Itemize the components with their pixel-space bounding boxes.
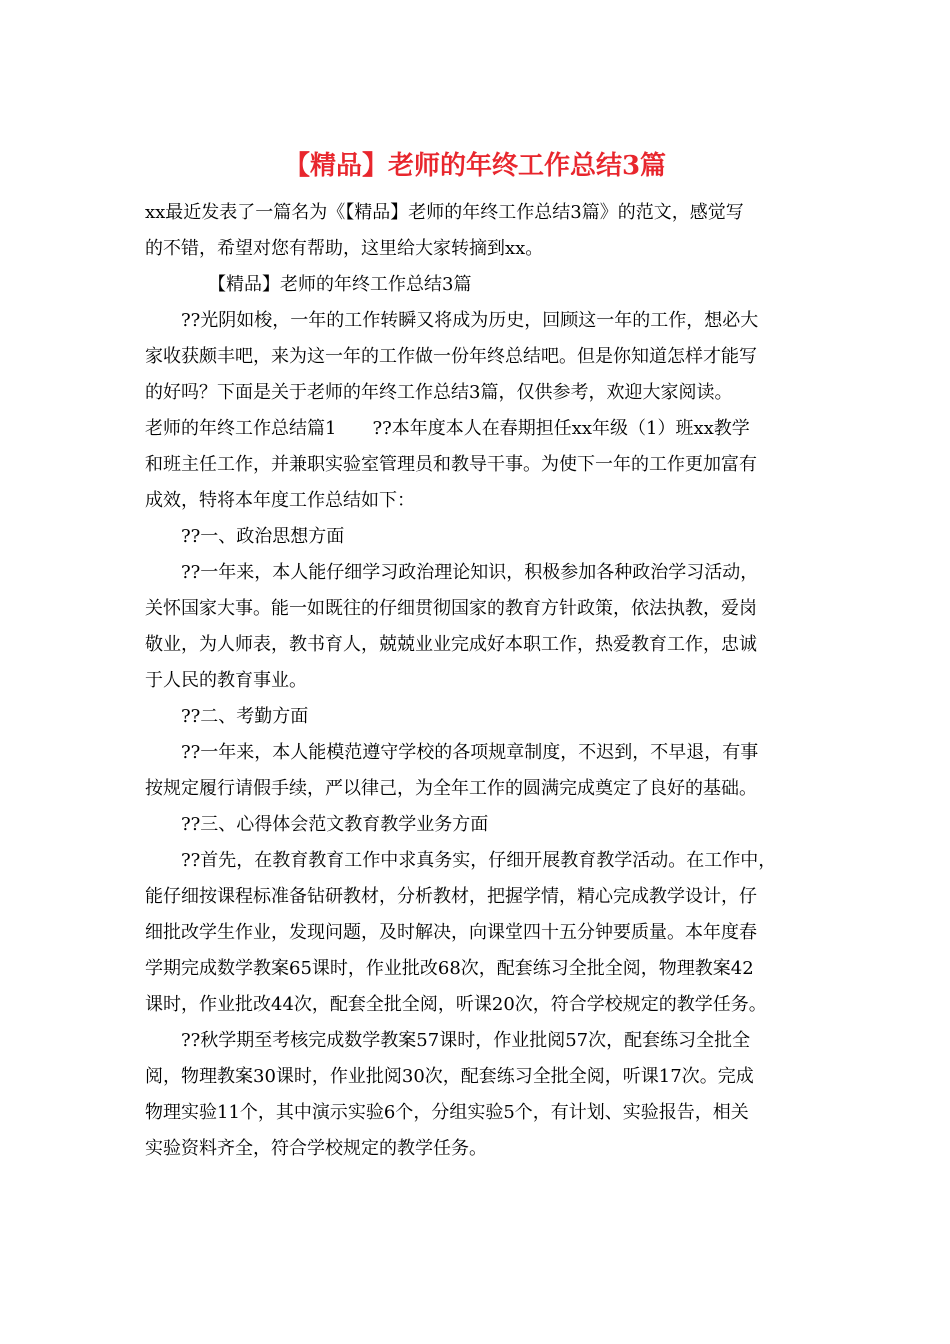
body-line: 老师的年终工作总结篇1 ??本年度本人在春期担任xx年级（1）班xx教学 — [145, 418, 750, 439]
body-line: xx最近发表了一篇名为《【精品】老师的年终工作总结3篇》的范文，感觉写 — [145, 202, 744, 223]
body-line: 学期完成数学教案65课时，作业批改68次，配套练习全批全阅，物理教案42 — [145, 958, 754, 979]
body-line: ??秋学期至考核完成数学教案57课时，作业批阅57次，配套练习全批全 — [145, 1030, 751, 1051]
body-line: ??一年来，本人能模范遵守学校的各项规章制度，不迟到，不早退，有事 — [145, 742, 759, 763]
body-line: 细批改学生作业，发现问题，及时解决，向课堂四十五分钟要质量。本年度春 — [145, 922, 757, 943]
body-line: 的好吗？下面是关于老师的年终工作总结3篇，仅供参考，欢迎大家阅读。 — [145, 382, 733, 403]
body-line: ??一年来，本人能仔细学习政治理论知识，积极参加各种政治学习活动， — [145, 562, 759, 583]
body-line: 按规定履行请假手续，严以律己，为全年工作的圆满完成奠定了良好的基础。 — [145, 778, 757, 799]
section-heading: ??二、考勤方面 — [145, 706, 309, 727]
body-line: ??光阴如梭，一年的工作转瞬又将成为历史，回顾这一年的工作，想必大 — [145, 310, 759, 331]
body-line: 成效，特将本年度工作总结如下： — [145, 490, 415, 511]
body-line: 实验资料齐全，符合学校规定的教学任务。 — [145, 1138, 487, 1159]
body-line: 的不错，希望对您有帮助，这里给大家转摘到xx。 — [145, 238, 544, 259]
body-line: 阅，物理教案30课时，作业批阅30次，配套练习全批全阅，听课17次。完成 — [145, 1066, 754, 1087]
body-line: 敬业，为人师表，教书育人，兢兢业业完成好本职工作，热爱教育工作，忠诚 — [145, 634, 757, 655]
body-line: 课时，作业批改44次，配套全批全阅，听课20次，符合学校规定的教学任务。 — [145, 994, 767, 1015]
body-line: 【精品】老师的年终工作总结3篇 — [145, 274, 472, 295]
section-heading: ??一、政治思想方面 — [145, 526, 345, 547]
body-line: 家收获颇丰吧，来为这一年的工作做一份年终总结吧。但是你知道怎样才能写 — [145, 346, 757, 367]
body-line: 关怀国家大事。能一如既往的仔细贯彻国家的教育方针政策，依法执教，爱岗 — [145, 598, 757, 619]
body-line: 于人民的教育事业。 — [145, 670, 307, 691]
section-heading: ??三、心得体会范文教育教学业务方面 — [145, 814, 489, 835]
body-line: 能仔细按课程标准备钻研教材，分析教材，把握学情，精心完成教学设计，仔 — [145, 886, 757, 907]
body-line: ??首先，在教育教育工作中求真务实，仔细开展教育教学活动。在工作中， — [145, 850, 777, 871]
body-line: 物理实验11个，其中演示实验6个，分组实验5个，有计划、实验报告，相关 — [145, 1102, 749, 1123]
body-line: 和班主任工作，并兼职实验室管理员和教导干事。为使下一年的工作更加富有 — [145, 454, 757, 475]
document-title: 【精品】老师的年终工作总结3篇 — [283, 151, 667, 181]
